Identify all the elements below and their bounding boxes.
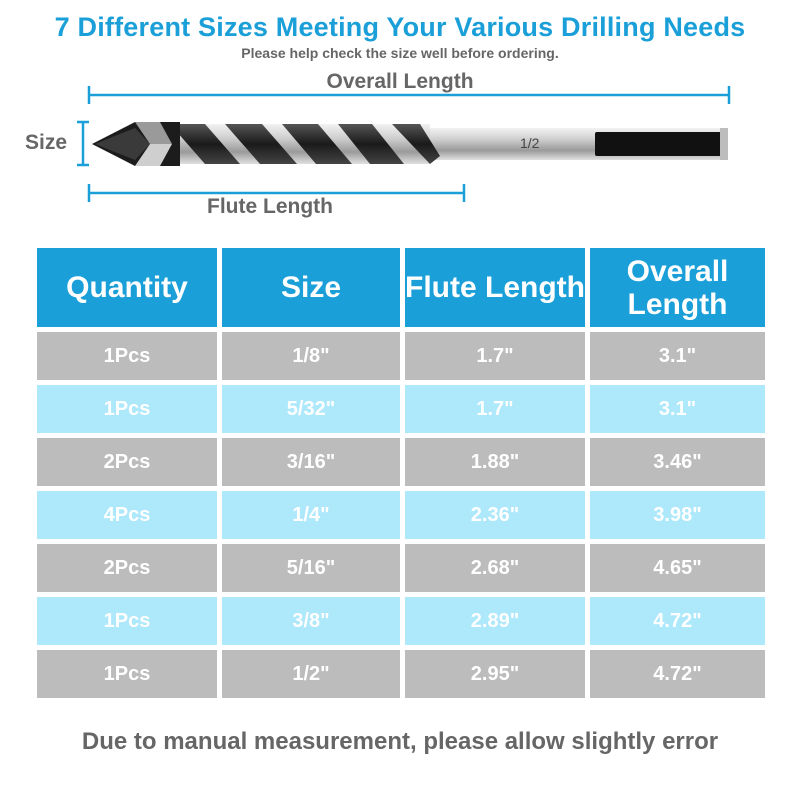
header-overall-length: Overall Length	[590, 248, 765, 327]
overall-length-label: Overall Length	[326, 70, 474, 93]
size-label: Size	[25, 131, 68, 154]
cell-overall-length: 4.72"	[590, 650, 765, 698]
cell-flute-length: 2.95"	[405, 650, 585, 698]
table-row	[37, 650, 765, 698]
cell-size: 1/4"	[222, 491, 400, 539]
cell-flute-length: 2.68"	[405, 544, 585, 592]
cell-quantity: 1Pcs	[37, 385, 217, 433]
cell-quantity: 1Pcs	[37, 597, 217, 645]
cell-quantity: 2Pcs	[37, 438, 217, 486]
header-flute-length: Flute Length	[405, 248, 585, 327]
cell-flute-length: 1.88"	[405, 438, 585, 486]
table-row	[37, 438, 765, 486]
cell-quantity: 1Pcs	[37, 332, 217, 380]
cell-overall-length: 4.72"	[590, 597, 765, 645]
size-dimension	[77, 122, 89, 165]
size-table	[37, 248, 765, 703]
cell-flute-length: 2.89"	[405, 597, 585, 645]
cell-flute-length: 1.7"	[405, 332, 585, 380]
cell-quantity: 4Pcs	[37, 491, 217, 539]
cell-overall-length: 3.46"	[590, 438, 765, 486]
cell-quantity: 1Pcs	[37, 650, 217, 698]
cell-overall-length: 3.1"	[590, 385, 765, 433]
table-row	[37, 491, 765, 539]
drill-tip	[92, 122, 180, 166]
header-quantity: Quantity	[37, 248, 217, 327]
table-header-row	[37, 248, 765, 327]
drill-flute	[160, 124, 440, 164]
cell-quantity: 2Pcs	[37, 544, 217, 592]
cell-flute-length: 2.36"	[405, 491, 585, 539]
measurement-disclaimer: Due to manual measurement, please allow slightly error	[81, 728, 719, 755]
drill-shank	[420, 128, 728, 160]
table-row	[37, 544, 765, 592]
cell-size: 5/16"	[222, 544, 400, 592]
page-subtitle: Please help check the size well before ordering.	[241, 45, 559, 61]
page-title: 7 Different Sizes Meeting Your Various Drilling Needs	[54, 12, 746, 42]
cell-size: 1/8"	[222, 332, 400, 380]
cell-size: 1/2"	[222, 650, 400, 698]
table-row	[37, 385, 765, 433]
cell-size: 5/32"	[222, 385, 400, 433]
cell-overall-length: 3.1"	[590, 332, 765, 380]
table-row	[37, 332, 765, 380]
shank-marking: 1/2	[520, 135, 540, 151]
flute-length-label: Flute Length	[207, 195, 333, 218]
cell-size: 3/8"	[222, 597, 400, 645]
header-size: Size	[222, 248, 400, 327]
cell-flute-length: 1.7"	[405, 385, 585, 433]
drill-bit-diagram	[0, 60, 800, 230]
cell-size: 3/16"	[222, 438, 400, 486]
cell-overall-length: 4.65"	[590, 544, 765, 592]
table-row	[37, 597, 765, 645]
cell-overall-length: 3.98"	[590, 491, 765, 539]
